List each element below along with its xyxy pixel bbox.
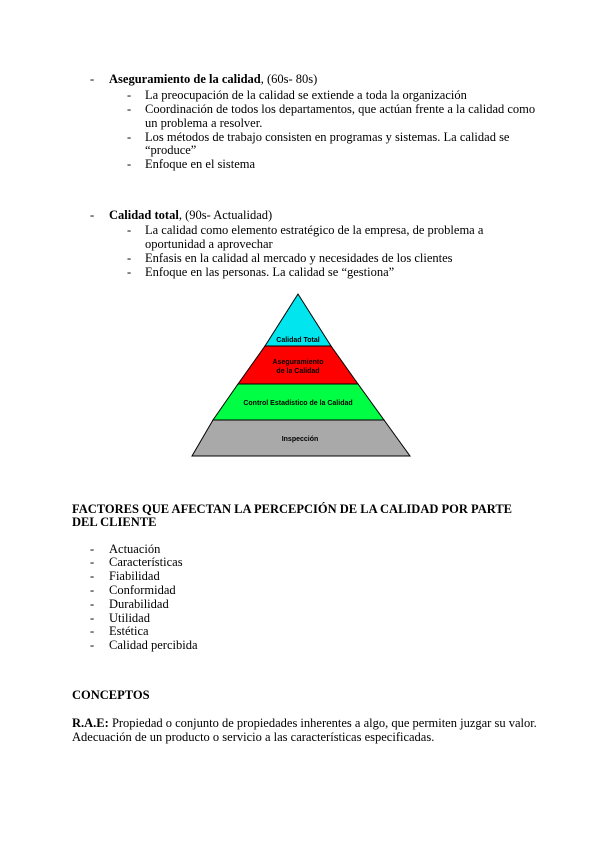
pyramid-label-aseguramiento-2: de la Calidad xyxy=(276,368,320,375)
bullet-dash: - xyxy=(90,597,95,611)
bullet-dash: - xyxy=(127,223,132,237)
section2-title: Calidad total xyxy=(109,208,179,222)
factor-item: Actuación xyxy=(109,542,161,556)
quality-pyramid xyxy=(190,292,415,458)
section1-item-cont: un problema a resolver. xyxy=(145,116,263,130)
concepts-definition: Propiedad o conjunto de propiedades inherentes a algo, que permiten juzgar su valor. xyxy=(108,716,537,730)
section2-item-cont: oportunidad a aprovechar xyxy=(145,237,273,251)
section1-heading xyxy=(109,72,317,86)
bullet-dash: - xyxy=(90,72,95,86)
bullet-dash: - xyxy=(90,542,95,556)
pyramid-label-calidad-total: Calidad Total xyxy=(276,337,320,344)
section2-heading xyxy=(109,208,272,222)
concepts-term: R.A.E: xyxy=(72,716,109,730)
bullet-dash: - xyxy=(90,583,95,597)
factors-heading-line1: FACTORES QUE AFECTAN LA PERCEPCIÓN DE LA CALIDAD POR PARTE xyxy=(72,502,513,516)
section2-item: Enfasis en la calidad al mercado y necesidades de los clientes xyxy=(145,251,453,265)
section2-item: Enfoque en las personas. La calidad se “gestiona” xyxy=(145,265,395,279)
section1-title: Aseguramiento de la calidad xyxy=(109,72,261,86)
bullet-dash: - xyxy=(127,251,132,265)
pyramid-label-aseguramiento: Aseguramiento xyxy=(272,359,324,366)
factors-heading-line2: DEL CLIENTE xyxy=(72,515,157,529)
bullet-dash: - xyxy=(127,265,132,279)
bullet-dash: - xyxy=(90,569,95,583)
factor-item: Fiabilidad xyxy=(109,569,160,583)
factor-item: Estética xyxy=(109,624,149,638)
factor-item: Conformidad xyxy=(109,583,176,597)
bullet-dash: - xyxy=(90,638,95,652)
section2-period: , (90s- Actualidad) xyxy=(178,208,273,222)
bullet-dash: - xyxy=(90,611,95,625)
concepts-definition-line2: Adecuación de un producto o servicio a las características especificadas. xyxy=(72,730,435,744)
section1-item: Enfoque en el sistema xyxy=(145,157,256,171)
concepts-heading: CONCEPTOS xyxy=(72,688,150,702)
bullet-dash: - xyxy=(90,624,95,638)
factor-item: Calidad percibida xyxy=(109,638,198,652)
bullet-dash: - xyxy=(127,130,132,144)
section1-item: La preocupación de la calidad se extiende a toda la organización xyxy=(145,88,467,102)
factor-item: Utilidad xyxy=(109,611,150,625)
section1-item: Coordinación de todos los departamentos, que actúan frente a la calidad como xyxy=(145,102,536,116)
bullet-dash: - xyxy=(90,208,95,222)
bullet-dash: - xyxy=(127,157,132,171)
factor-item: Durabilidad xyxy=(109,597,169,611)
pyramid-label-inspeccion: Inspección xyxy=(281,436,319,443)
bullet-dash: - xyxy=(90,555,95,569)
section1-item: Los métodos de trabajo consisten en programas y sistemas. La calidad se xyxy=(145,130,510,144)
section1-item-cont: “produce” xyxy=(145,143,197,157)
concepts-definition-line1 xyxy=(72,716,537,730)
bullet-dash: - xyxy=(127,102,132,116)
factor-item: Características xyxy=(109,555,183,569)
pyramid-label-control: Control Estadístico de la Calidad xyxy=(243,400,353,407)
section2-item: La calidad como elemento estratégico de la empresa, de problema a xyxy=(145,223,484,237)
bullet-dash: - xyxy=(127,88,132,102)
section1-period: , (60s- 80s) xyxy=(260,72,318,86)
